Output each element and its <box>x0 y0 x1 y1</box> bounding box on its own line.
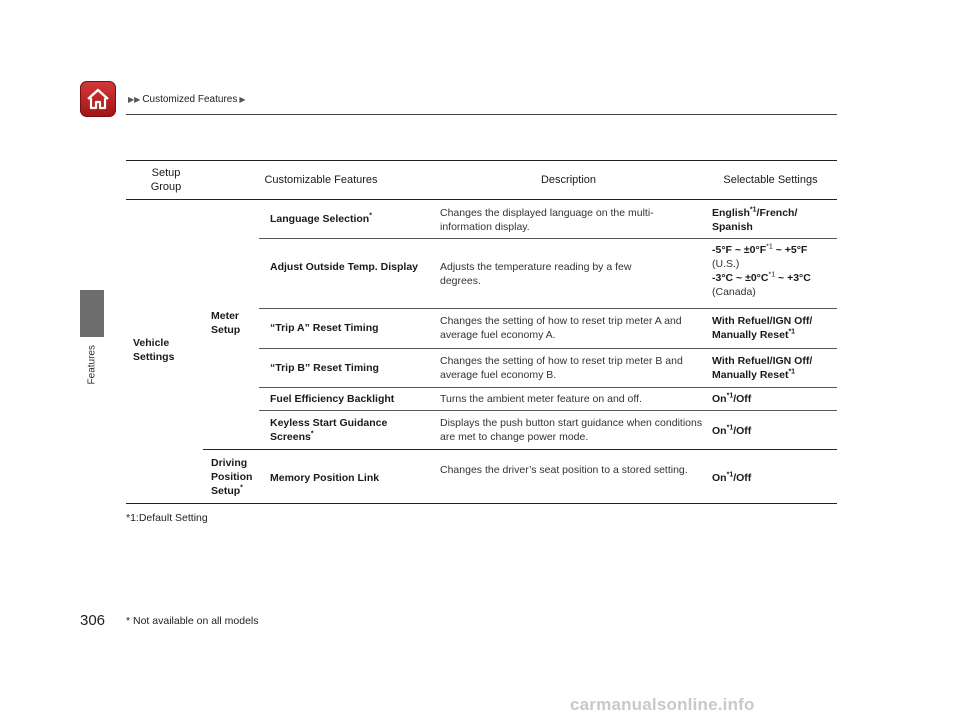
watermark: carmanualsonline.info <box>570 695 755 714</box>
row-divider <box>259 348 837 349</box>
row-settings: On$^{*1}$/Off <box>712 424 752 437</box>
row-description: Changes the setting of how to reset trip meter A and average fuel economy A. <box>440 315 682 341</box>
row-description: Changes the setting of how to reset trip meter B and average fuel economy B. <box>440 355 683 381</box>
page-number: 306 <box>80 612 106 629</box>
chevron-right-icon: ▶▶ <box>128 95 141 104</box>
subgroup-driving-position-setup: Driving Position Setup* <box>211 457 253 497</box>
breadcrumb-link[interactable]: Customized Features <box>142 94 238 105</box>
table-header-rule <box>126 199 837 200</box>
row-divider <box>259 410 837 411</box>
subgroup-meter-setup: Meter Setup <box>211 310 241 336</box>
row-description: Changes the displayed language on the multi-information display. <box>440 207 654 233</box>
subgroup-divider <box>203 449 837 450</box>
row-settings: On$^{*1}$/Off <box>712 471 752 484</box>
group-vehicle-settings: Vehicle Settings <box>133 337 175 363</box>
row-settings: -5°F ~ $\pm 0^\circ F^{*1}$ ~ +5°F (U.S.) -3°C ~ $\pm 0^\circ C^{*1}$ ~ +3°C (Canada) <box>712 243 811 298</box>
col-header-setup-group: Setup Group <box>150 167 182 193</box>
col-header-customizable-features: Customizable Features <box>264 174 378 186</box>
row-divider <box>259 238 837 239</box>
row-divider <box>259 308 837 309</box>
row-description: Turns the ambient meter feature on and off. <box>440 393 642 405</box>
table-row: Keyless Start Guidance Screens* <box>270 417 388 443</box>
header-rule <box>126 114 837 115</box>
home-icon <box>85 87 111 111</box>
row-description: Changes the driver’s seat position to a stored setting. <box>440 464 688 476</box>
table-bottom-rule <box>126 503 837 504</box>
col-header-selectable-settings: Selectable Settings <box>723 174 818 186</box>
table-row: Adjust Outside Temp. Display <box>270 261 418 273</box>
section-tab-label: Features <box>86 345 98 385</box>
page-footnote: * Not available on all models <box>126 615 259 627</box>
row-settings: With Refuel/IGN Off/ Manually Reset$^{*1}$ <box>712 315 813 341</box>
section-tab[interactable] <box>80 290 104 337</box>
home-button[interactable] <box>80 81 116 117</box>
breadcrumb <box>126 94 248 105</box>
table-row: “Trip A” Reset Timing <box>270 322 379 334</box>
col-header-description: Description <box>540 174 597 186</box>
row-description: Adjusts the temperature reading by a few degrees. <box>440 261 632 287</box>
table-top-rule <box>126 160 837 161</box>
row-settings: English$^{*1}$/French/ Spanish <box>712 206 798 233</box>
table-footnote: *1:Default Setting <box>126 512 208 524</box>
row-settings: With Refuel/IGN Off/ Manually Reset$^{*1}$ <box>712 355 813 381</box>
row-description: Displays the push button start guidance when conditions are met to change power mode. <box>440 417 703 443</box>
table-row: Language Selection* <box>270 212 372 225</box>
chevron-right-icon: ▶ <box>239 95 246 104</box>
row-divider <box>259 387 837 388</box>
table-row: Memory Position Link <box>270 472 380 484</box>
table-row: “Trip B” Reset Timing <box>270 362 379 374</box>
row-settings: On$^{*1}$/Off <box>712 392 752 405</box>
table-row: Fuel Efficiency Backlight <box>270 393 395 405</box>
